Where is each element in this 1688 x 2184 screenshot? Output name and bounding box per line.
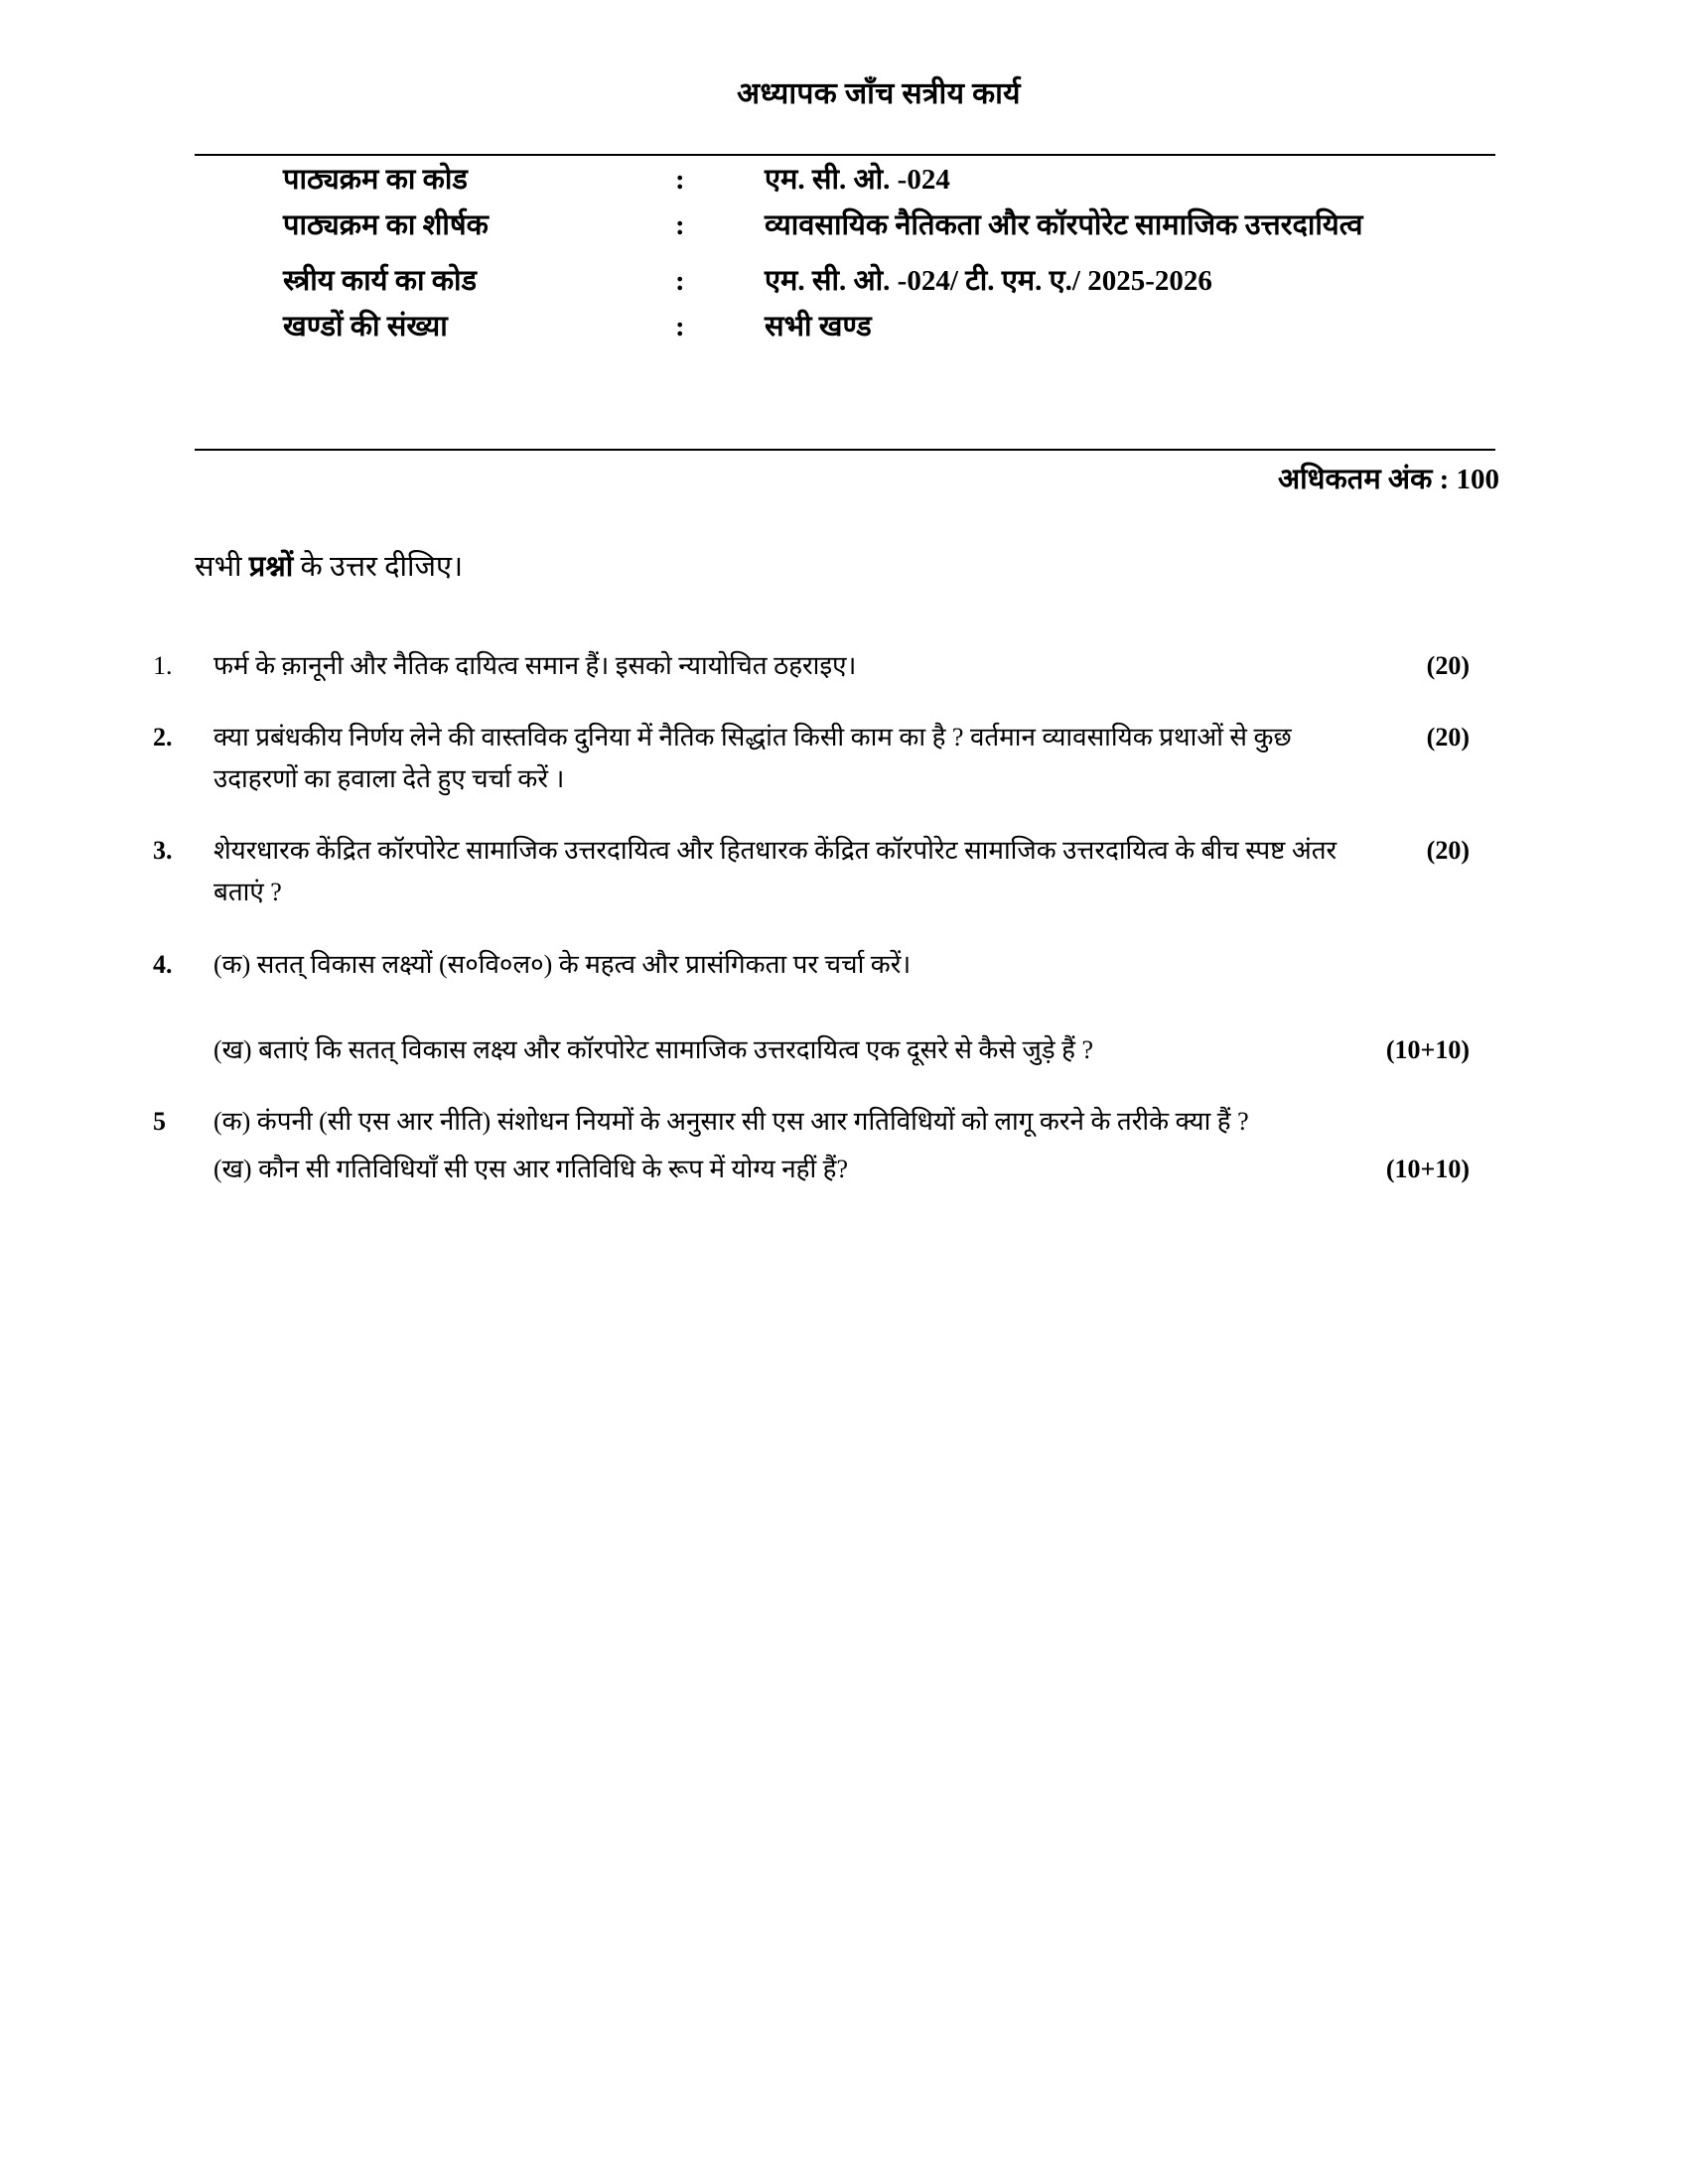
question-number: 5 <box>153 1106 166 1136</box>
meta-colon-block-count: : <box>675 311 685 343</box>
question-item <box>149 944 1559 1071</box>
meta-row-block-count <box>283 306 1494 347</box>
questions-list <box>149 645 1559 1220</box>
page-title: अध्यापक जाँच सत्रीय कार्य <box>737 77 1021 110</box>
header-rule-top <box>195 154 1495 156</box>
question-subpart-b-text: (ख) कौन सी गतिविधियाँ सी एस आर गतिविधि के रूप में योग्य नहीं हैं? <box>213 1154 849 1183</box>
question-line <box>213 1101 1559 1143</box>
meta-label-course-code: पाठ्यक्रम का कोड <box>283 164 468 196</box>
question-item <box>149 645 1559 687</box>
question-body <box>213 1101 1559 1190</box>
question-number: 2. <box>153 723 173 752</box>
meta-label-course-title: पाठ्यक्रम का शीर्षक <box>283 209 489 242</box>
meta-row-course-title <box>283 205 1494 246</box>
meta-value-assignment-code: एम. सी. ओ. -024/ टी. एम. ए./ 2025-2026 <box>765 265 1212 298</box>
meta-label-block-count: खण्डों की संख्या <box>283 311 448 343</box>
instruction-lead: सभी <box>195 551 249 583</box>
question-item <box>149 1101 1559 1190</box>
question-marks: (10+10) <box>1385 1154 1470 1183</box>
meta-value-block-count: सभी खण्ड <box>765 311 872 343</box>
question-text: शेयरधारक केंद्रित कॉरपोरेट सामाजिक उत्तरदायित्व और हितधारक केंद्रित कॉरपोरेट सामाजिक उत्तरदायित्व के बीच स्पष्ट अंतर बताएं ? <box>213 836 1337 907</box>
question-marks: (10+10) <box>1385 1034 1470 1064</box>
meta-colon-course-code: : <box>675 164 685 196</box>
question-marks: (20) <box>1426 723 1470 752</box>
max-marks-label: अधिकतम अंक : 100 <box>1278 464 1499 495</box>
meta-row-assignment-code <box>283 260 1494 302</box>
question-line <box>213 1149 1559 1190</box>
question-text: फर्म के क़ानूनी और नैतिक दायित्व समान हैं। इसको न्यायोचित ठहराइए। <box>213 651 857 680</box>
question-text: क्या प्रबंधकीय निर्णय लेने की वास्तविक दुनिया में नैतिक सिद्धांत किसी काम का है ? वर्तमान व्यावसायिक प्रथाओं से कुछ उदाहरणों का हवाला देते हुए चर्चा करें । <box>213 723 1292 794</box>
question-marks: (20) <box>1426 836 1470 866</box>
question-subpart-a-text: (क) कंपनी (सी एस आर नीति) संशोधन नियमों के अनुसार सी एस आर गतिविधियों को लागू करने के तरीके क्या हैं ? <box>213 1106 1249 1136</box>
meta-colon-course-title: : <box>675 209 685 242</box>
course-meta-table <box>283 159 1494 351</box>
question-subpart-a-text: (क) सतत् विकास लक्ष्यों (स०वि०ल०) के महत्व और प्रासंगिकता पर चर्चा करें। <box>213 949 912 979</box>
question-body <box>213 944 1559 1071</box>
header-rule-bottom <box>195 449 1495 451</box>
question-item <box>149 717 1559 800</box>
instruction-emphasis: प्रश्नों <box>248 551 294 583</box>
question-subpart-b-text: (ख) बताएं कि सतत् विकास लक्ष्य और कॉरपोरेट सामाजिक उत्तरदायित्व एक दूसरे से कैसे जुड़े हैं ? <box>213 1034 1093 1064</box>
meta-row-course-code <box>283 159 1494 201</box>
question-line <box>213 645 1559 687</box>
instruction-tail: के उत्तर दीजिए। <box>293 551 464 583</box>
meta-label-assignment-code: स्त्रीय कार्य का कोड <box>283 265 478 298</box>
question-line <box>213 830 1559 913</box>
question-line <box>213 717 1559 800</box>
question-number: 3. <box>153 836 173 866</box>
question-body <box>213 717 1559 800</box>
question-number: 4. <box>153 949 173 979</box>
question-body <box>213 830 1559 913</box>
question-body <box>213 645 1559 687</box>
question-line <box>213 1029 1559 1071</box>
meta-value-course-code: एम. सी. ओ. -024 <box>765 164 950 196</box>
meta-colon-assignment-code: : <box>675 265 685 298</box>
question-number: 1. <box>153 651 173 680</box>
question-marks: (20) <box>1426 651 1470 680</box>
meta-value-course-title: व्यावसायिक नैतिकता और कॉरपोरेट सामाजिक उत्तरदायित्व <box>765 209 1363 242</box>
question-item <box>149 830 1559 913</box>
question-line <box>213 944 1559 986</box>
instruction-line <box>195 546 463 585</box>
